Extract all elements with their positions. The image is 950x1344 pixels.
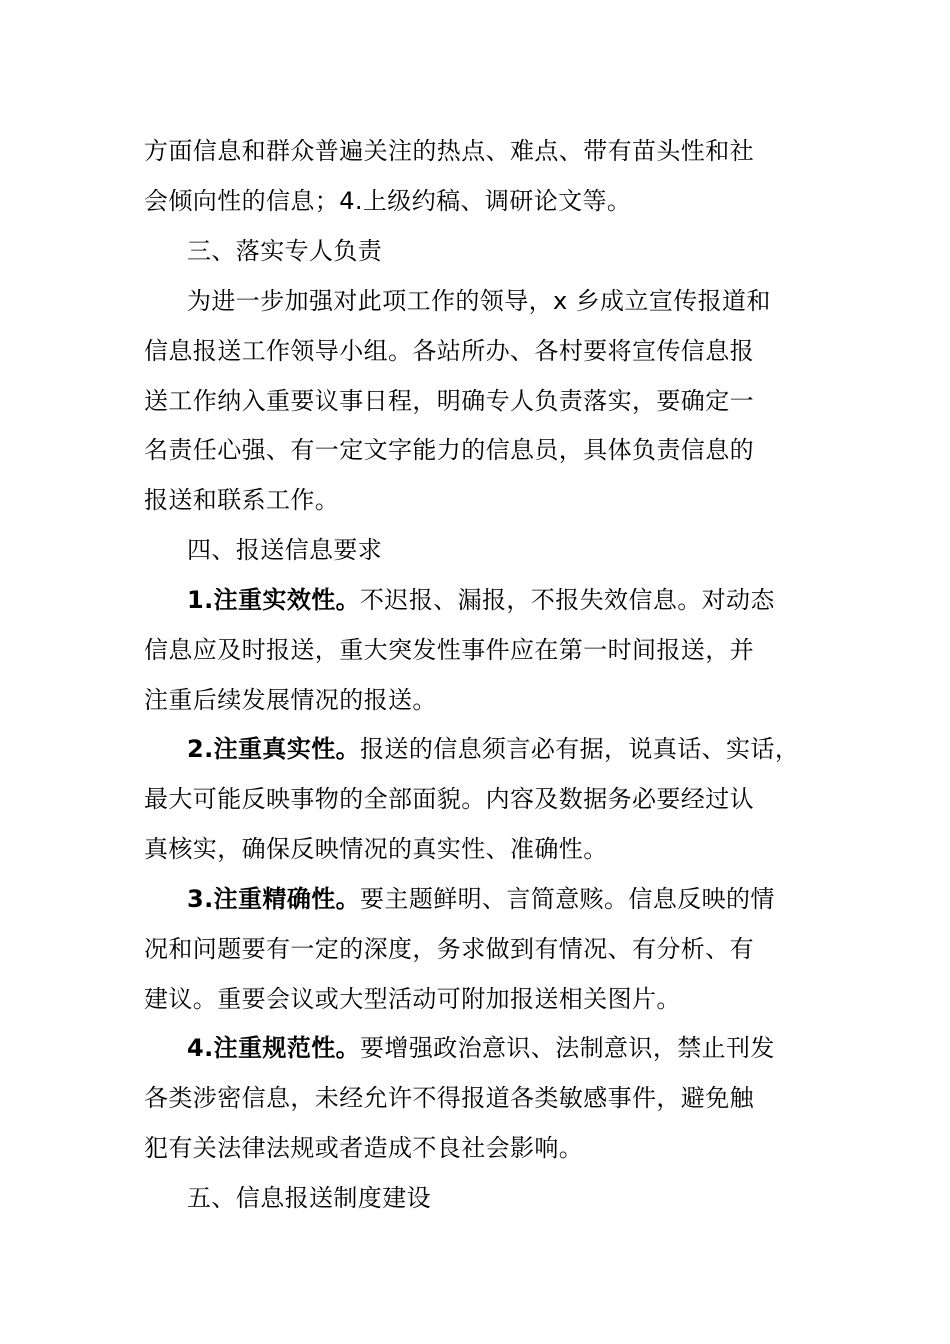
paragraph-line: 真核实，确保反映情况的真实性、准确性。 xyxy=(144,835,608,863)
section-heading-3: 三、落实专人负责 xyxy=(187,237,383,265)
paragraph-line: 犯有关法律法规或者造成不良社会影响。 xyxy=(144,1134,584,1162)
section-heading-5: 五、信息报送制度建设 xyxy=(187,1184,431,1212)
requirement-3-line: 3.注重精确性。要主题鲜明、言简意赅。信息反映的情 xyxy=(187,885,775,913)
requirement-title: 3.注重精确性。 xyxy=(187,885,361,913)
paragraph-line: 送工作纳入重要议事日程，明确专人负责落实，要确定一 xyxy=(144,387,754,415)
paragraph-line: 建议。重要会议或大型活动可附加报送相关图片。 xyxy=(144,985,681,1013)
section-heading-4: 四、报送信息要求 xyxy=(187,536,383,564)
paragraph-line: 注重后续发展情况的报送。 xyxy=(144,686,437,714)
paragraph-line: 最大可能反映事物的全部面貌。内容及数据务必要经过认 xyxy=(144,785,754,813)
paragraph-line: 名责任心强、有一定文字能力的信息员，具体负责信息的 xyxy=(144,436,754,464)
paragraph-line: 况和问题要有一定的深度，务求做到有情况、有分析、有 xyxy=(144,935,754,963)
paragraph-line: 信息应及时报送，重大突发性事件应在第一时间报送，并 xyxy=(144,636,754,664)
requirement-title: 4.注重规范性。 xyxy=(187,1034,361,1062)
paragraph-line: 报送和联系工作。 xyxy=(144,486,340,514)
requirement-4-line: 4.注重规范性。要增强政治意识、法制意识，禁止刊发 xyxy=(187,1034,775,1062)
requirement-title: 1.注重实效性。 xyxy=(187,586,361,614)
requirement-2-line: 2.注重真实性。报送的信息须言必有据，说真话、实话， xyxy=(187,735,800,763)
requirement-1-line: 1.注重实效性。不迟报、漏报，不报失效信息。对动态 xyxy=(187,586,775,614)
paragraph-line: 为进一步加强对此项工作的领导，x 乡成立宣传报道和 xyxy=(187,287,771,315)
paragraph-line: 信息报送工作领导小组。各站所办、各村要将宣传信息报 xyxy=(144,337,754,365)
paragraph-line: 各类涉密信息，未经允许不得报道各类敏感事件，避免触 xyxy=(144,1084,754,1112)
paragraph-line: 方面信息和群众普遍关注的热点、难点、带有苗头性和社 xyxy=(144,137,754,165)
requirement-title: 2.注重真实性。 xyxy=(187,735,361,763)
paragraph-line: 会倾向性的信息；4.上级约稿、调研论文等。 xyxy=(144,187,632,215)
